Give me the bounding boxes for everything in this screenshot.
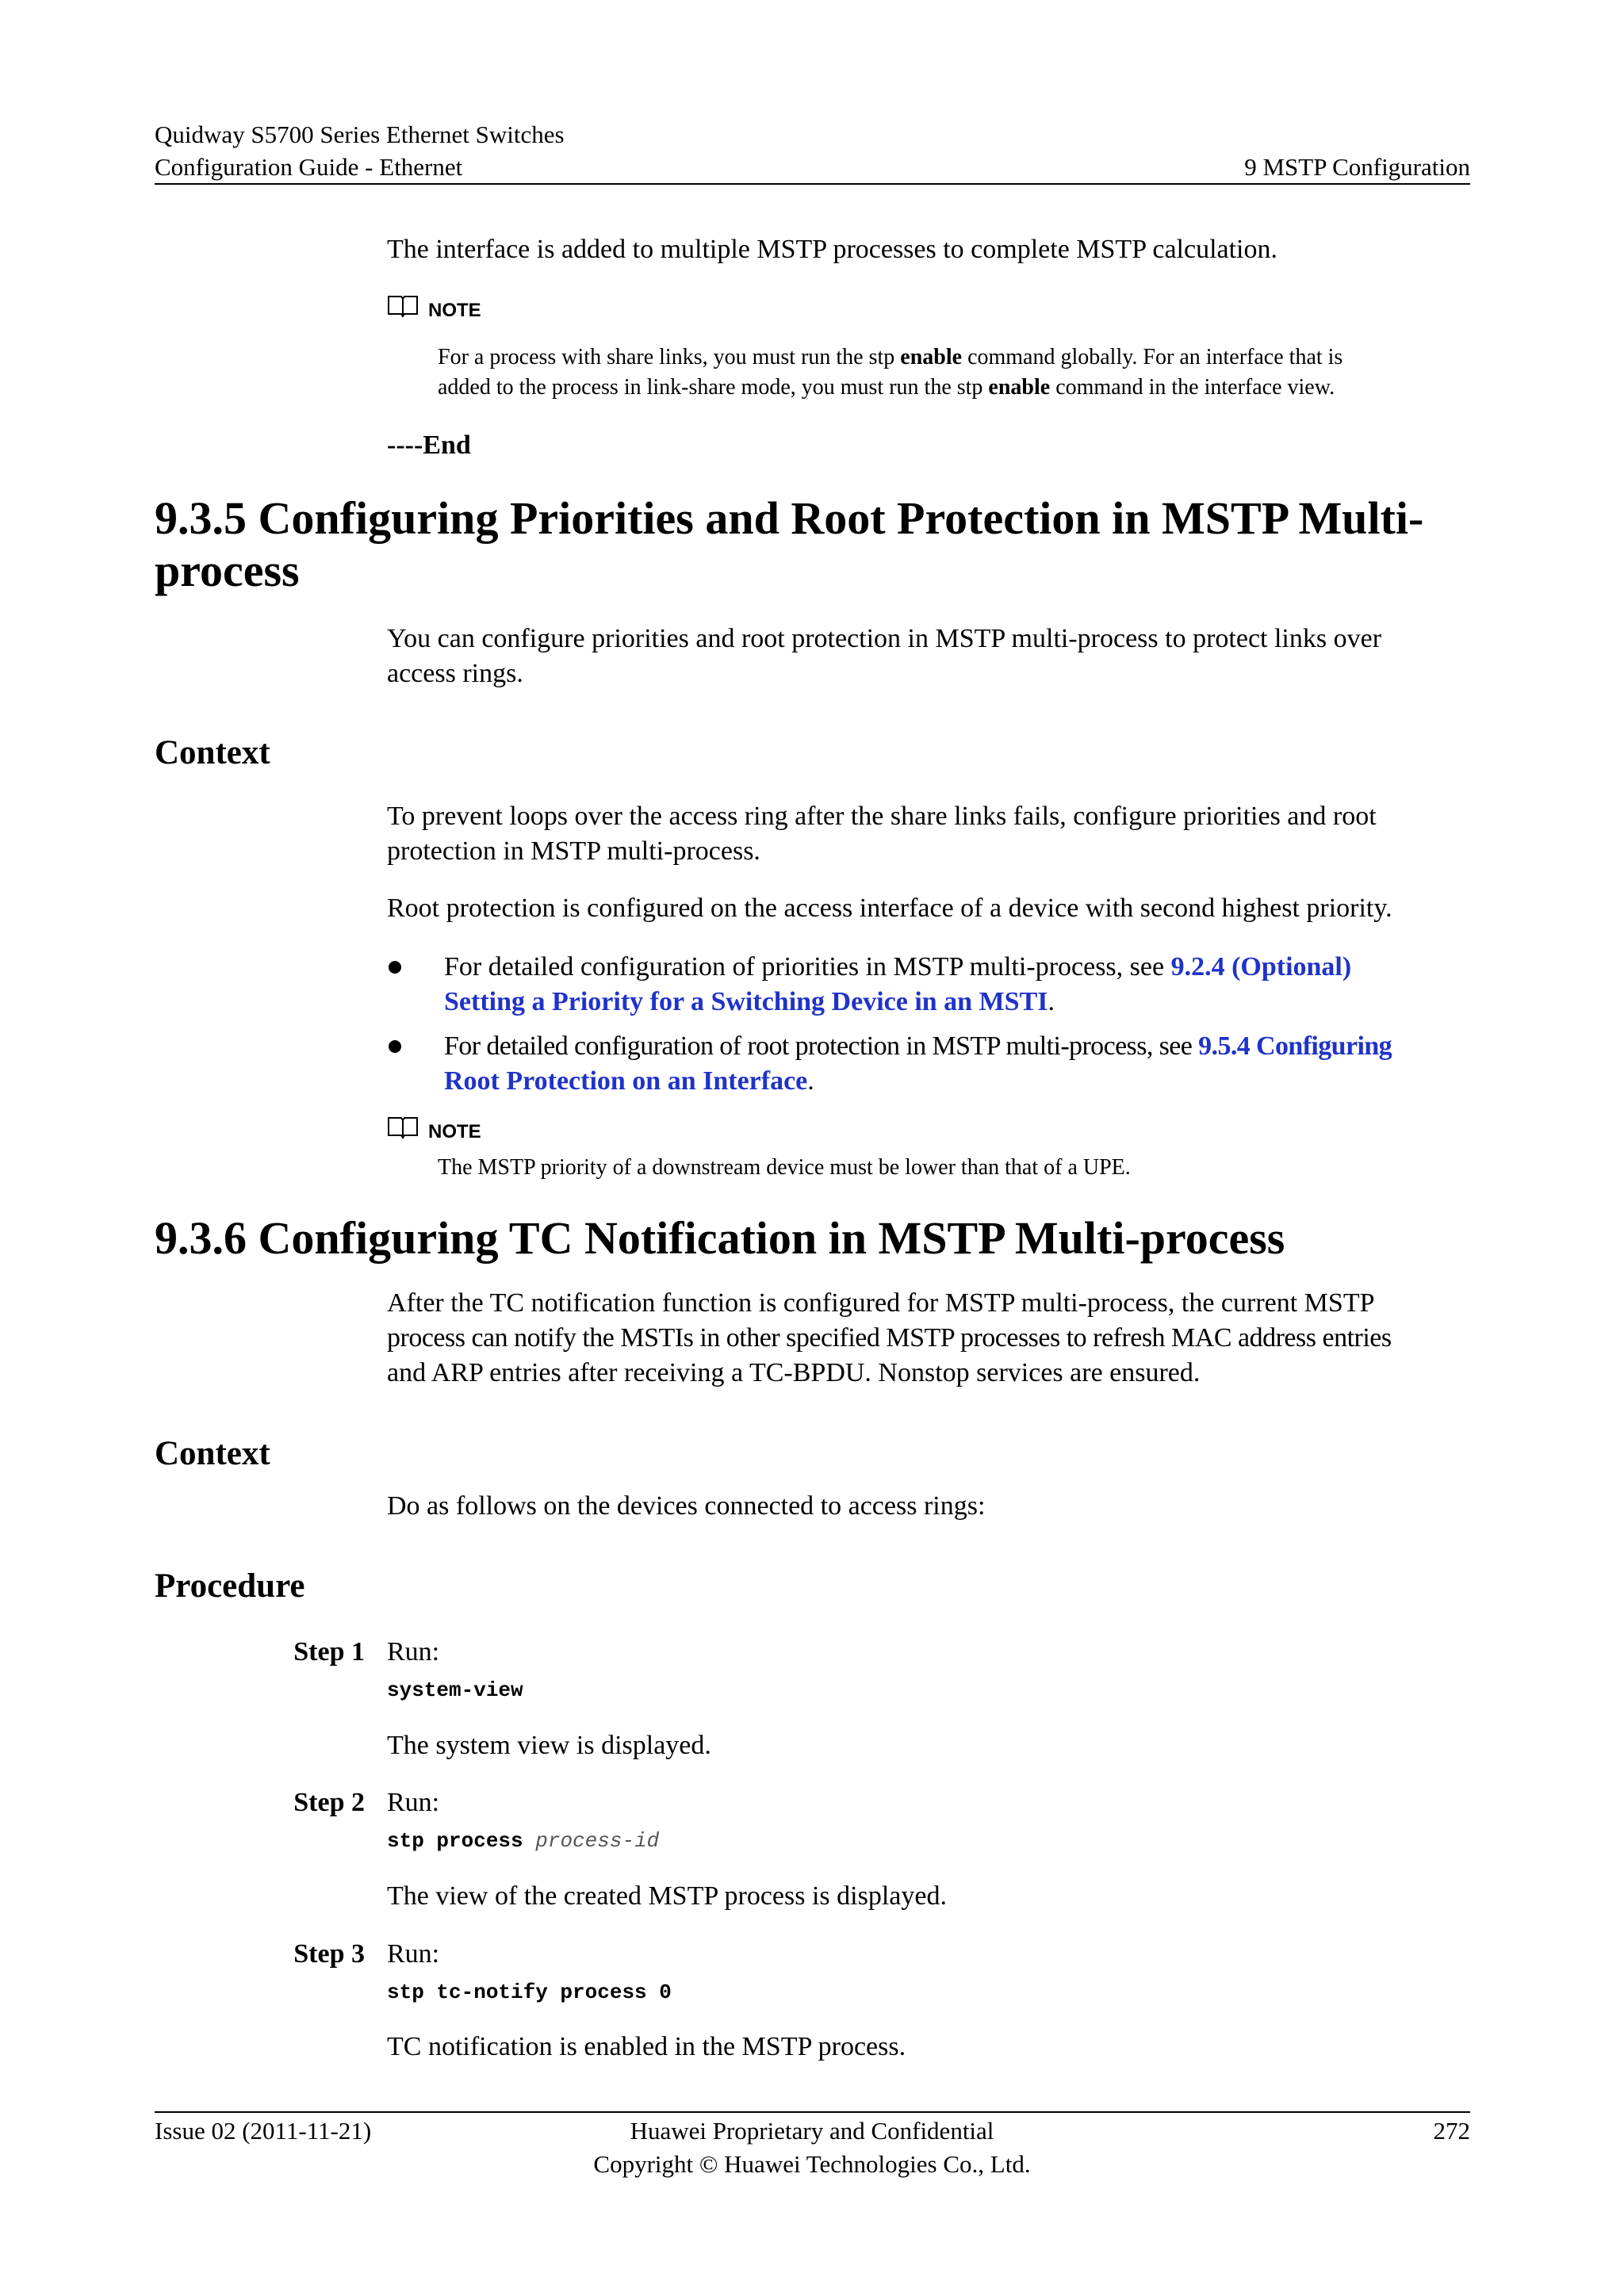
context-heading-936: Context — [155, 1435, 270, 1472]
step-1-label: Step 1 — [293, 1637, 365, 1667]
link-924-priority[interactable]: 9.2.4 (Optional) — [1170, 952, 1352, 982]
step-3-run: Run: — [387, 1939, 440, 1969]
end-marker: ----End — [387, 430, 471, 460]
section-title-936: 9.3.6 Configuring TC Notification in MSTP Multi-process — [155, 1212, 1285, 1264]
procedure-heading: Procedure — [155, 1567, 305, 1605]
footer-confidential: Huawei Proprietary and Confidential — [630, 2117, 994, 2145]
section-935-intro-line1: You can configure priorities and root protection in MSTP multi-process to protect links over — [387, 624, 1382, 653]
bullet-2-line2: Root Protection on an Interface. — [444, 1066, 814, 1096]
footer-copyright: Copyright © Huawei Technologies Co., Ltd. — [593, 2150, 1031, 2178]
note-label: NOTE — [428, 1121, 481, 1142]
header-product: Quidway S5700 Series Ethernet Switches — [155, 121, 565, 148]
bullet-2-line1: For detailed configuration of root protection in MSTP multi-process, see 9.5.4 Configuring — [444, 1031, 1392, 1061]
bullet-1-line1: For detailed configuration of priorities in MSTP multi-process, see 9.2.4 (Optional) — [444, 952, 1352, 982]
header-chapter: 9 MSTP Configuration — [1244, 153, 1470, 181]
footer-issue: Issue 02 (2011-11-21) — [155, 2117, 372, 2145]
note-text-line-2: added to the process in link-share mode, you must run the stp enable command in the interface view. — [438, 375, 1335, 400]
step-1-result: The system view is displayed. — [387, 1731, 711, 1760]
bullet-dot — [389, 961, 401, 974]
section-935-intro-line2: access rings. — [387, 659, 523, 688]
link-954-root-protection-cont[interactable]: Root Protection on an Interface — [444, 1066, 808, 1096]
intro-text: The interface is added to multiple MSTP processes to complete MSTP calculation. — [387, 235, 1277, 264]
step-3-command: stp tc-notify process 0 — [387, 1980, 672, 2004]
section-title-935-line2: process — [155, 545, 300, 596]
section-title-935-line1: 9.3.5 Configuring Priorities and Root Protection in MSTP Multi- — [155, 492, 1424, 544]
footer-page-number: 272 — [1433, 2117, 1470, 2145]
section-936-intro-line1: After the TC notification function is configured for MSTP multi-process, the current MSTP — [387, 1288, 1375, 1318]
step-1-command: system-view — [387, 1678, 523, 1702]
step-3-result: TC notification is enabled in the MSTP process. — [387, 2032, 906, 2061]
book-icon — [387, 1115, 419, 1140]
header-guide: Configuration Guide - Ethernet — [155, 153, 463, 181]
bullet-dot — [389, 1040, 401, 1053]
footer-rule — [155, 2111, 1470, 2113]
context-para1-line1: To prevent loops over the access ring after the share links fails, configure priorities and root — [387, 802, 1377, 831]
context-para1-line2: protection in MSTP multi-process. — [387, 836, 760, 866]
step-2-label: Step 2 — [293, 1788, 365, 1817]
step-2-command: stp process process-id — [387, 1829, 660, 1853]
context-heading-935: Context — [155, 734, 270, 771]
header-rule — [155, 183, 1470, 185]
book-icon — [387, 293, 419, 319]
step-3-label: Step 3 — [293, 1939, 365, 1969]
section-936-intro-line2: process can notify the MSTIs in other specified MSTP processes to refresh MAC address entries — [387, 1323, 1392, 1353]
note-label: NOTE — [428, 300, 481, 321]
step-2-run: Run: — [387, 1788, 440, 1817]
step-1-run: Run: — [387, 1637, 440, 1667]
note-text-2: The MSTP priority of a downstream device must be lower than that of a UPE. — [438, 1155, 1131, 1180]
link-924-priority-cont[interactable]: Setting a Priority for a Switching Device in an MSTI — [444, 987, 1048, 1016]
step-2-result: The view of the created MSTP process is displayed. — [387, 1881, 947, 1911]
context-936-text: Do as follows on the devices connected to access rings: — [387, 1491, 986, 1521]
link-954-root-protection[interactable]: 9.5.4 Configuring — [1198, 1031, 1392, 1061]
section-936-intro-line3: and ARP entries after receiving a TC-BPDU. Nonstop services are ensured. — [387, 1358, 1201, 1387]
bullet-1-line2: Setting a Priority for a Switching Device in an MSTI. — [444, 987, 1055, 1016]
context-para2: Root protection is configured on the access interface of a device with second highest priority. — [387, 894, 1392, 923]
note-text-line-1: For a process with share links, you must run the stp enable command globally. For an interface that is — [438, 345, 1343, 369]
step-2-command-arg: process-id — [535, 1829, 660, 1853]
